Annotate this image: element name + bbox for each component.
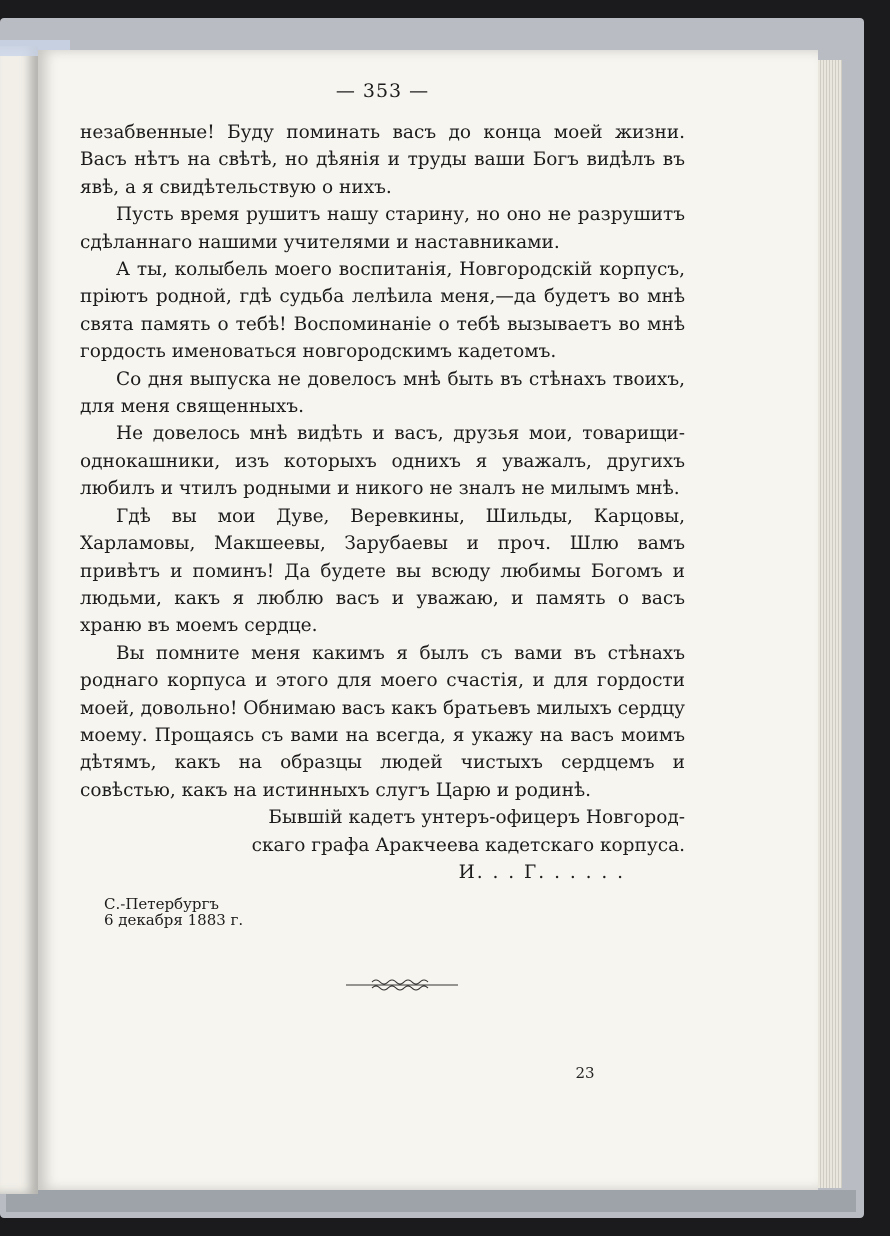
paragraph: Не довелось мнѣ видѣть и васъ, друзья мои, товарищи-однокашники, изъ которыхъ однихъ я уважалъ, другихъ любилъ и чтилъ родными и никого не зналъ не милымъ мнѣ. bbox=[80, 423, 685, 500]
page-stack-edge bbox=[818, 60, 842, 1188]
board-bottom-edge bbox=[6, 1190, 856, 1212]
paragraph: Со дня выпуска не довелосъ мнѣ быть въ стѣнахъ твоихъ, для меня священныхъ. bbox=[80, 368, 685, 418]
signature-line: скаго графа Аракчеева кадетскаго корпуса. bbox=[251, 834, 685, 856]
place-date bbox=[104, 896, 685, 928]
paragraph: А ты, колыбель моего воспитанія, Новгородскій корпусъ, пріютъ родной, гдѣ судьба лелѣила меня,—да будетъ во мнѣ свята память о тебѣ! Воспоминаніе о тебѣ вызываетъ во мнѣ гордость именоваться новгородскимъ кадетомъ. bbox=[80, 259, 685, 363]
page-content bbox=[80, 80, 685, 928]
date-text: 6 декабря 1883 г. bbox=[104, 911, 244, 930]
page-number-header: — 353 — bbox=[335, 80, 430, 102]
paragraph: Пусть время рушитъ нашу старину, но оно не разрушитъ сдѣланнаго нашими учителями и наставниками. bbox=[80, 204, 685, 253]
left-page-edge bbox=[0, 46, 38, 1194]
paragraph: Вы помните меня какимъ я былъ съ вами въ стѣнахъ роднаго корпуса и этого для моего счастія, и для гордости моей, довольно! Обнимаю васъ какъ братьевъ милыхъ сердцу моему. Прощаясь съ вами на всегда, я укажу на васъ моимъ дѣтямъ, какъ на образцы людей чистыхъ сердцемъ и совѣстью, какъ на истинныхъ слугъ Царю и родинѣ. bbox=[80, 642, 685, 801]
signature-line: Бывшій кадетъ унтеръ-офицеръ Новгород- bbox=[268, 807, 685, 829]
signature-mark: 23 bbox=[575, 1064, 595, 1082]
signature-initials: И. . . Г. . . . . . bbox=[458, 861, 625, 883]
paragraph: Гдѣ вы мои Дуве, Веревкины, Шильды, Карцовы, Харламовы, Макшеевы, Зарубаевы и проч. Шлю вамъ привѣтъ и поминъ! Да будете вы всюду любимы Богомъ и людьми, какъ я люблю васъ и уважаю, и память о васъ храню въ моемъ сердце. bbox=[80, 505, 685, 637]
tailpiece-ornament-icon bbox=[346, 976, 458, 996]
place-text: С.-Петербургъ bbox=[104, 895, 219, 914]
paragraph: незабвенные! Буду поминать васъ до конца моей жизни. Васъ нѣтъ на свѣтѣ, но дѣянія и труды ваши Богъ видѣлъ въ явѣ, а я свидѣтельствую о нихъ. bbox=[80, 122, 685, 198]
